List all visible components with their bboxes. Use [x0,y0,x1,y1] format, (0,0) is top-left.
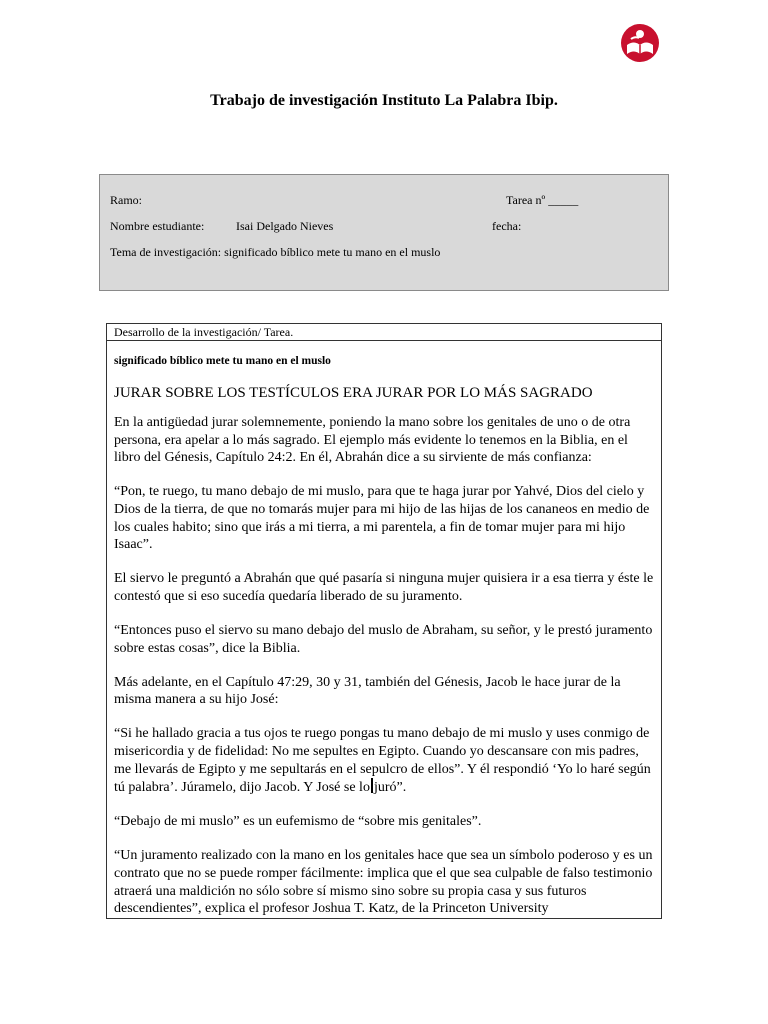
paragraph-3: El siervo le preguntó a Abrahán que qué pasaría si ninguna mujer quisiera ir a esa tierra y éste le contestó que si eso sucedía quedaría liberado de su juramento. [114,571,654,604]
development-subtitle: significado bíblico mete tu mano en el muslo [114,355,331,367]
paragraph-5: Más adelante, en el Capítulo 47:29, 30 y 31, también del Génesis, Jacob le hace jurar de la misma manera a su hijo José: [114,674,621,708]
student-info-box [99,174,669,291]
tarea-label: Tarea nº [506,193,546,207]
quote-text-before-caret: “Si he hallado gracia a tus ojos te ruego pongas tu mano debajo de mi muslo y uses conmigo de misericordia y de fidelidad: No me sepultes en Egipto. Cuando yo descansare con mis padres, me llevarás de Egipto y me sepultarás en el sepulcro de ellos”. Y él respondió ‘Yo lo haré según tú palabra’. Júramelo, dijo Jacob. Y José se lo [114,726,651,796]
tarea-value: _____ [548,193,579,207]
text-cursor [371,778,373,793]
paragraph-7: “Debajo de mi muslo” es un eufemismo de “sobre mis genitales”. [114,814,482,830]
tema-field [110,245,440,260]
quote-text-after-caret: juró”. [373,780,407,796]
paragraph-1: En la antigüedad jurar solemnemente, poniendo la mano sobre los genitales de uno o de otra persona, era apelar a lo más sagrado. El ejemplo más evidente lo tenemos en la Biblia, en el libro del Génesis, Capítulo 24:2. En él, Abrahán dice a su sirviente de más confianza: [114,415,631,466]
institute-logo-icon [620,23,660,63]
development-heading: JURAR SOBRE LOS TESTÍCULOS ERA JURAR POR LO MÁS SAGRADO [114,384,593,401]
development-body[interactable] [107,341,661,918]
development-header: Desarrollo de la investigación/ Tarea. [107,324,661,341]
paragraph-6 [114,725,654,796]
ramo-label: Ramo: [110,193,142,207]
paragraph-2: “Pon, te ruego, tu mano debajo de mi muslo, para que te haga jurar por Yahvé, Dios del cielo y Dios de la tierra, de que no tomarás mujer para mi hijo de las hijas de los cananeos en medio de los cuales habito; sino que irás a mi tierra, a mi parentela, a fin de tomar mujer para mi hijo Isaac”. [114,484,650,553]
tema-label: Tema de investigación: [110,245,222,259]
paragraph-4: “Entonces puso el siervo su mano debajo del muslo de Abraham, su señor, y le prestó juramento sobre estas cosas”, dice la Biblia. [114,623,653,656]
page-title: Trabajo de investigación Instituto La Palabra Ibip. [210,92,558,109]
fecha-label: fecha: [492,219,522,233]
tema-value: significado bíblico mete tu mano en el muslo [224,245,441,259]
development-box [106,323,662,919]
nombre-value: Isai Delgado Nieves [236,219,334,233]
tarea-field [506,193,578,208]
paragraph-8: “Un juramento realizado con la mano en los genitales hace que sea un símbolo poderoso y es un contrato que no se puede romper fácilmente: implica que el que sea culpable de falso testimonio atraerá una maldición no sólo sobre sí mismo sino sobre su propia casa y sus futuros descendientes”, explica el profesor Joshua T. Katz, de la Princeton University [114,848,653,917]
nombre-label: Nombre estudiante: [110,219,205,233]
